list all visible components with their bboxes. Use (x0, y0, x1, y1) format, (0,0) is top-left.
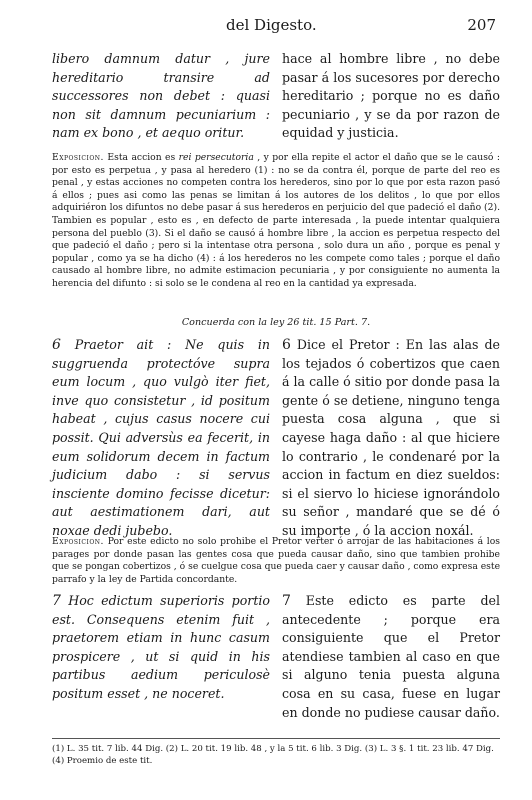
section-7-spanish-text: Este edicto es parte del antecedente ; porque era consiguiente que el Pretor atendiese tambien al caso en que si alguno tenia puesta alguna cosa en su casa, fuese en lugar en donde no pudiese causar daño. (282, 593, 500, 720)
section-7-latin-text: Hoc edictum superioris portio est. Consequens etenim fuit , praetorem etiam in hunc casum prospicere , ut si quid in his partibus aedium periculosè positum esset , ne noceret. (52, 593, 270, 701)
section-1 (52, 50, 500, 143)
section-7 (52, 592, 500, 722)
exposicion-2-label: Exposicion. (52, 536, 104, 547)
section-6-number: 6 (52, 337, 61, 353)
section-1-spanish: hace al hombre libre , no debe pasar á los sucesores por derecho hereditario ; porque no es daño pecuniario , y se da por razon de equidad y justicia. (282, 51, 500, 141)
section-6-latin-text: Praetor ait : Ne quis in suggruenda protectóve supra eum locum , quo vulgò iter fiet, inve quo consistetur , id positum habeat , cujus casus nocere cui possit. Qui adversùs ea fecerit, in eum solidorum decem in factum judicium dabo : si servus insciente domino fecisse dicetur: aut aestimationem dari, aut noxae dedi jubebo. (52, 337, 270, 538)
exposicion-2 (52, 536, 500, 586)
section-7-spanish (282, 592, 500, 722)
section-7-number: 7 (52, 593, 61, 609)
exposicion-1-term: rei persecutoria (178, 152, 254, 163)
exposicion-2-text: Por este edicto no solo prohibe el Pretor verter ó arrojar de las habitaciones á los parages por donde pasan las gentes cosa que pueda causar daño, sino que tambien prohibe que se pongan cobertizos , ó se cuelgue cosa que pueda caer y causar daño , como expresa este parrafo y la ley de Partida concordante. (52, 536, 500, 585)
section-1-latin: libero damnum datur , jure hereditario transire ad successores non debet : quasi non sit damnum pecuniarium : nam ex bono , et aequo oritur. (52, 51, 270, 141)
section-7-number-es: 7 (282, 593, 291, 609)
section-6-spanish (282, 336, 500, 541)
section-6 (52, 336, 500, 541)
concordance-note: Concuerda con la ley 26 tit. 15 Part. 7. (181, 317, 371, 328)
section-6-spanish-text: Dice el Pretor : En las alas de los tejados ó cobertizos que caen á la calle ó sitio por donde pasa la gente ó se detiene, ninguno tenga puesta cosa alguna , que si cayese haga daño : al que hiciere lo contrario , le condenaré por la accion in factum en diez sueldos: si el siervo lo hiciese ignorándolo su señor , mandaré que se dé ó su importe , ó la accion noxál. (282, 337, 500, 538)
section-6-latin (52, 336, 270, 541)
footnotes: (1) L. 35 tit. 7 lib. 44 Dig. (2) L. 20 tit. 19 lib. 48 , y la 5 tit. 6 lib. 3 Dig. (3) L. 3 §. 1 tit. 23 lib. 47 Dig. (4) Proemio de este tit. (52, 738, 500, 767)
page-number: 207 (467, 16, 496, 34)
exposicion-1-text-a: Esta accion es (107, 152, 179, 163)
running-head (0, 10, 532, 36)
exposicion-label: Exposicion. (52, 152, 104, 163)
section-6-number-es: 6 (282, 337, 291, 353)
exposicion-1 (52, 152, 500, 291)
section-7-latin (52, 592, 270, 722)
exposicion-1-text-b: , y por ella repite el actor el daño que se le causó : por esto es perpetua , y pasa al heredero (1) : no se da contra él, porque de parte del reo es penal , y estas acciones no competen contra los herederos, sino por lo que por esta razon pasó á ellos ; pues asi como las penas se limitan á los autores de los delitos , lo que por ellos adquiriéron los difuntos no debe pasar á sus herederos en perjuicio del que padeció el daño (2). Tambien es popular , esto es , en defecto de parte interesada , la puede intentar qualquiera persona del pueblo (3). Si el daño se causó á hombre libre , la accion es perpetua respecto del que padeció el daño ; pero si la intentase otra persona , solo dura un año , porque es penal y popular , como ya se ha dicho (4) : á los herederos no les compete como tales ; porque el daño causado al hombre libre, no admite estimacion pecuniaria , y por consiguiente no aumenta la herencia del difunto : si solo se le condena al reo en la cantidad ya expresada. (52, 152, 500, 289)
running-title: del Digesto. (226, 16, 317, 34)
